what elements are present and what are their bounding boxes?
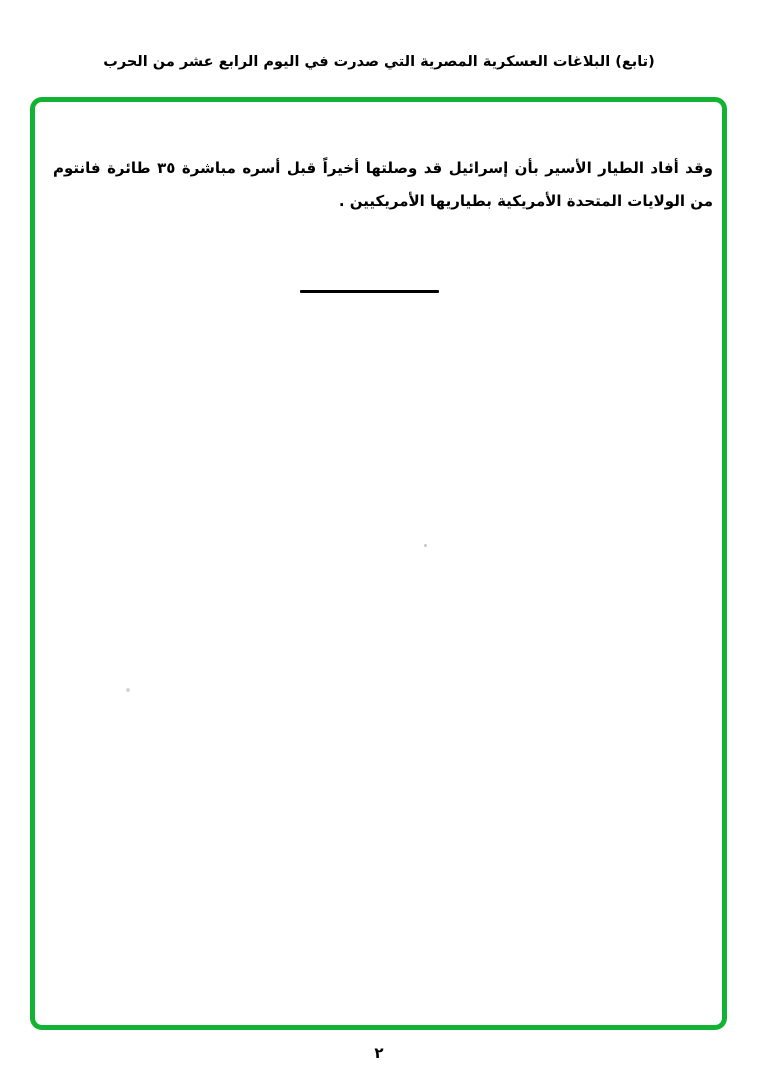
section-divider-line xyxy=(300,290,439,293)
scan-artifact-speck xyxy=(126,688,130,692)
body-paragraph: وقد أفاد الطيار الأسير بأن إسرائيل قد وصلتها أخيراً قبل أسره مباشرة ٣٥ طائرة فانتوم من الولايات المتحدة الأمريكية بطياريها الأمريكيين . xyxy=(53,159,713,210)
page-number: ٢ xyxy=(374,1044,384,1062)
document-border-box xyxy=(30,97,727,1030)
scan-artifact-speck xyxy=(424,544,427,547)
page-header-title: (تابع) البلاغات العسكرية المصرية التي صدرت في اليوم الرابع عشر من الحرب xyxy=(103,54,655,70)
